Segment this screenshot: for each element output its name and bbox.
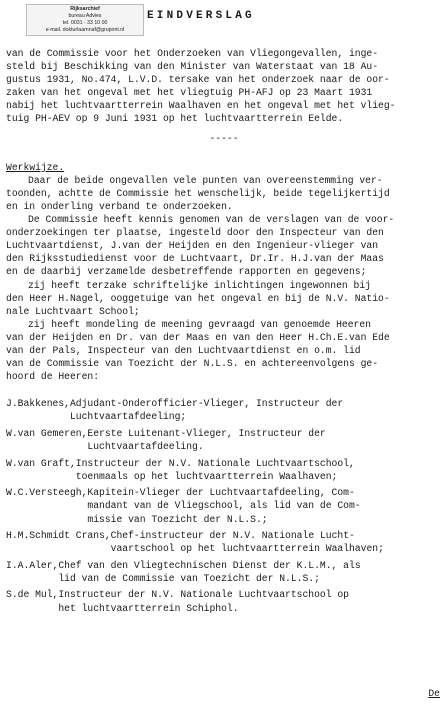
paragraph-line: en in onderling verband te onderzoeken.: [6, 200, 233, 212]
witness-line: Kapitein-Vlieger der Luchtvaartafdeeling, Com-: [87, 487, 355, 499]
witness-line: Chef van den Vliegtechnischen Dienst der K.L.M., als: [58, 559, 361, 571]
witness-entry: [6, 486, 442, 525]
paragraph-4: [6, 318, 442, 383]
page-catchword: De: [428, 688, 440, 699]
separator-dashes: -----: [209, 132, 239, 144]
witness-line: Adjudant-Onderofficier-Vlieger, Instructeur der: [69, 398, 344, 410]
witness-name: S.de Mul,: [6, 589, 59, 601]
witness-description: [76, 457, 442, 483]
witness-description: [58, 559, 442, 585]
paragraph-line: hoord de Heeren:: [6, 371, 100, 383]
paragraph-line: en de daarbij verzamelde desbetreffende rapporten en gegevens;: [6, 266, 367, 278]
document-title: EINDVERSLAG: [147, 10, 255, 22]
paragraph-line: De Commissie heeft kennis genomen van de verslagen van de voor-: [28, 214, 395, 226]
witness-name: I.A.Aler,: [6, 559, 59, 571]
stamp-line: Rijksarchief: [70, 6, 100, 12]
witness-line: toenmaals op het luchtvaartterrein Waalhaven;: [75, 470, 338, 482]
witness-entry: [6, 588, 442, 614]
witness-entry: [6, 559, 442, 585]
archive-stamp: [26, 4, 144, 36]
witness-description: [87, 486, 442, 525]
intro-paragraph: [6, 47, 442, 126]
witness-name: H.M.Schmidt Crans,: [6, 530, 111, 542]
intro-line: nabij het luchtvaartterrein Waalhaven en het ongeval met het vlieg-: [6, 100, 396, 112]
witness-entry: [6, 529, 442, 555]
witness-line: lid van de Commissie van Toezicht der N.L.S.;: [58, 572, 320, 584]
witness-line: het luchtvaartterrein Schiphol.: [58, 602, 239, 614]
paragraph-line: van der Pals, Inspecteur van den Luchtvaartdienst en o.m. lid: [6, 344, 361, 356]
witness-entry: [6, 457, 442, 483]
paragraph-1: [6, 174, 442, 213]
stamp-line: bureau Advies: [68, 13, 102, 19]
paragraph-line: Daar de beide ongevallen vele punten van overeenstemming ver-: [28, 174, 383, 186]
witness-entry: [6, 427, 442, 453]
witness-description: [58, 588, 442, 614]
paragraph-line: Luchtvaartdienst, J.van der Heijden en den Ingenieur-vlieger van: [6, 240, 379, 252]
witness-line: Instructeur der N.V. Nationale Luchtvaartschool,: [75, 457, 355, 469]
witness-line: Luchtvaartafdeeling;: [69, 411, 187, 423]
stamp-line: tel. 0031 - 33 10 00: [62, 20, 108, 26]
stamp-line: e-mail. dokturlaarnnaf@grupont.nl: [45, 27, 125, 33]
witness-line: mandant van de Vliegschool, als lid van de Com-: [87, 500, 361, 512]
witness-entry: [6, 397, 442, 423]
document-body: [6, 47, 442, 615]
witness-list: [6, 397, 442, 614]
intro-line: tuig PH-AEV op 9 Juni 1931 op het luchtvaartterrein Eelde.: [6, 113, 344, 125]
witness-line: Instructeur der N.V. Nationale Luchtvaartschool op: [58, 589, 350, 601]
witness-description: [70, 397, 442, 423]
intro-line: van de Commissie voor het Onderzoeken van Vliegongevallen, inge-: [6, 48, 379, 59]
witness-name: W.van Graft,: [6, 457, 76, 469]
paragraph-2: [6, 213, 442, 278]
paragraph-line: nale Luchtvaart School;: [6, 305, 140, 317]
witness-line: vaartschool op het luchtvaartterrein Waalhaven;: [110, 543, 384, 555]
witness-name: J.Bakkenes,: [6, 398, 70, 410]
paragraph-line: zij heeft terzake schriftelijke inlichtingen ingewonnen bij: [28, 279, 371, 291]
intro-line: zaken van het ongeval met het vliegtuig PH-AFJ op 23 Maart 1931: [6, 87, 373, 99]
witness-name: W.C.Versteegh,: [6, 487, 88, 499]
witness-name: W.van Gemeren,: [6, 427, 88, 439]
paragraph-line: toonden, achtte de Commissie het wenschelijk, beide tegelijkertijd: [6, 187, 390, 199]
witness-line: Eerste Luitenant-Vlieger, Instructeur der: [87, 427, 326, 439]
witness-description: [87, 427, 442, 453]
paragraph-line: zij heeft mondeling de meening gevraagd van genoemde Heeren: [28, 318, 371, 330]
intro-line: steld bij Beschikking van den Minister van Waterstaat van 18 Au-: [6, 61, 379, 73]
witness-line: missie van Toezicht der N.L.S.;: [87, 513, 268, 525]
witness-line: Luchtvaartafdeeling.: [87, 441, 204, 453]
section-heading: Werkwijze.: [6, 161, 65, 173]
paragraph-line: den Rijksstudiedienst voor de Luchtvaart, Dr.Ir. H.J.van der Maas: [6, 253, 384, 265]
paragraph-line: den Heer H.Nagel, ooggetuige van het ongeval en bij de N.V. Natio-: [6, 292, 390, 304]
paragraph-line: van de Commissie van Toezicht der N.L.S. en achtereenvolgens ge-: [6, 358, 379, 370]
witness-description: [111, 529, 442, 555]
witness-line: Chef-instructeur der N.V. Nationale Lucht-: [110, 530, 355, 542]
intro-line: gustus 1931, No.474, L.V.D. tersake van het onderzoek naar de oor-: [6, 74, 390, 86]
paragraph-3: [6, 279, 442, 318]
paragraph-line: onderzoekingen ter plaatse, ingesteld door den Inspecteur van den: [6, 227, 384, 239]
paragraph-line: van der Heijden en Dr. van der Maas en van den Heer H.Ch.E.van Ede: [6, 331, 390, 343]
